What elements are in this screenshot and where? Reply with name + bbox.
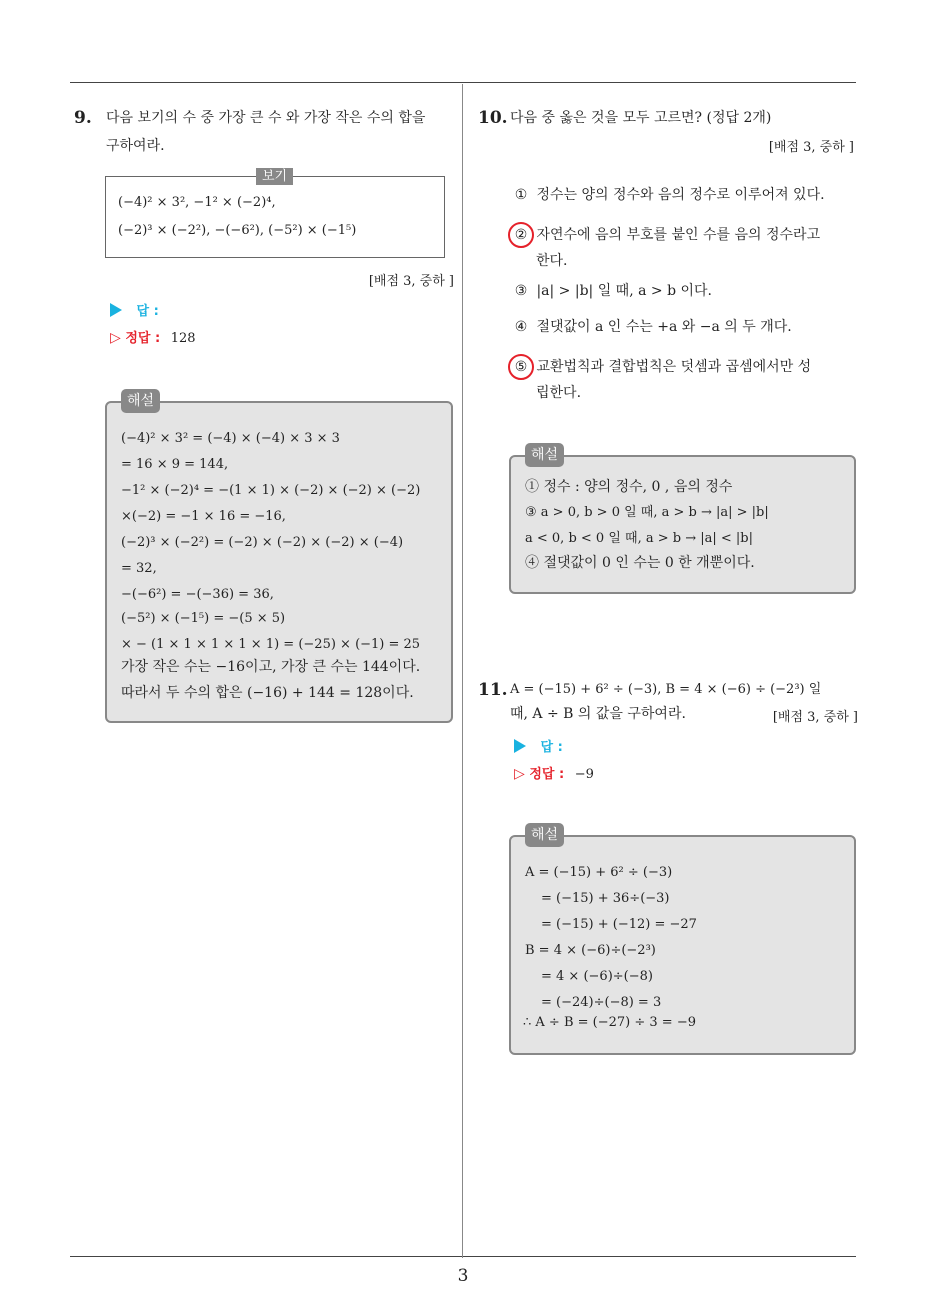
question-9-solution [105,393,453,723]
option-text: 정수는 양의 정수와 음의 정수로 이루어져 있다. [536,187,825,203]
option-text: 절댓값이 a 인 수는 +a 와 −a 의 두 개다. [536,319,792,335]
answer-label: 답 : [136,304,159,319]
example-box-title: 보기 [256,168,293,185]
answer-arrow-icon [514,739,526,753]
option-text: |a| > |b| 일 때, a > b 이다. [536,283,712,299]
question-11-number: 11. [478,680,508,700]
option-text: 자연수에 음의 부호를 붙인 수를 음의 정수라고 [536,227,821,243]
option-number: ④ [514,319,528,335]
option-3[interactable] [510,278,712,304]
solution-line: −1² × (−2)⁴ = −(1 × 1) × (−2) × (−2) × (−2) [121,483,421,498]
question-9-meta: [배점 3, 중하 ] [368,274,454,289]
option-2[interactable] [510,222,820,248]
question-11-solution [509,827,856,1055]
solution-line: A = (−15) + 6² ÷ (−3) [525,865,673,880]
solution-line: 따라서 두 수의 합은 (−16) + 144 = 128이다. [121,685,414,701]
solution-line: ×(−2) = −1 × 16 = −16, [121,509,286,524]
solution-line: (−2)³ × (−2²) = (−2) × (−2) × (−2) × (−4) [121,535,404,550]
correct-value: 128 [170,331,196,346]
question-11-text-line2: 때, A ÷ B 의 값을 구하여라. [510,706,686,722]
solution-line: = 4 × (−6)÷(−8) [541,969,653,984]
example-line-2: (−2)³ × (−2²), −(−6²), (−5²) × (−1⁵) [118,223,357,238]
answer-arrow-icon [110,303,122,317]
solution-line: = (−15) + (−12) = −27 [541,917,697,932]
solution-line: = 32, [121,561,157,576]
solution-line: (−5²) × (−1⁵) = −(5 × 5) [121,611,286,626]
hollow-arrow-icon: ▷ [110,330,121,346]
question-11-correct [514,763,594,782]
solution-line: ④ 절댓값이 0 인 수는 0 한 개뿐이다. [525,555,755,571]
option-5[interactable] [510,354,811,380]
solution-line: ③ a > 0, b > 0 일 때, a > b → |a| > |b| [525,505,769,520]
solution-title: 해설 [525,823,564,847]
example-box [105,169,445,258]
solution-line: = (−24)÷(−8) = 3 [541,995,662,1010]
question-9-text-line1: 다음 보기의 수 중 가장 큰 수 와 가장 작은 수의 합을 [106,110,426,126]
solution-line: ∴ A ÷ B = (−27) ÷ 3 = −9 [523,1015,696,1030]
option-2-continued: 한다. [536,253,568,269]
example-line-1: (−4)² × 3², −1² × (−2)⁴, [118,195,276,210]
top-rule [70,82,856,83]
correct-value: −9 [574,767,594,782]
question-9-correct [110,327,196,346]
solution-title: 해설 [121,389,160,413]
question-10-text: 다음 중 옳은 것을 모두 고르면? (정답 2개) [510,110,772,126]
solution-line: −(−6²) = −(−36) = 36, [121,587,274,602]
question-10-number: 10. [478,108,508,128]
bottom-rule [70,1256,856,1257]
option-number: ② [514,227,528,243]
question-9-number: 9. [74,108,92,128]
solution-title: 해설 [525,443,564,467]
question-10-solution [509,447,856,594]
correct-label: 정답 : [529,767,565,782]
answer-label: 답 : [540,740,563,755]
option-5-continued: 립한다. [536,385,582,401]
question-10-meta: [배점 3, 중하 ] [768,140,854,155]
solution-line: ① 정수 : 양의 정수, 0 , 음의 정수 [525,479,733,495]
option-1[interactable] [510,182,825,208]
column-divider [462,84,463,1258]
question-11-meta: [배점 3, 중하 ] [772,710,858,725]
solution-line: = (−15) + 36÷(−3) [541,891,670,906]
solution-line: 가장 작은 수는 −16이고, 가장 큰 수는 144이다. [121,659,421,675]
solution-line: = 16 × 9 = 144, [121,457,229,472]
solution-line: B = 4 × (−6)÷(−2³) [525,943,656,958]
solution-line: × − (1 × 1 × 1 × 1 × 1) = (−25) × (−1) = 25 [121,637,421,652]
option-number: ⑤ [514,359,528,375]
option-number: ① [514,187,528,203]
correct-label: 정답 : [125,331,161,346]
question-9-text-line2: 구하여라. [106,138,165,154]
option-text: 교환법칙과 결합법칙은 덧셈과 곱셈에서만 성 [536,359,812,375]
option-number: ③ [514,283,528,299]
question-11-text-line1: A = (−15) + 6² ÷ (−3), B = 4 × (−6) ÷ (−2³) 일 [510,682,822,697]
hollow-arrow-icon: ▷ [514,766,525,782]
page-number: 3 [457,1266,469,1286]
option-4[interactable] [510,314,792,340]
solution-line: a < 0, b < 0 일 때, a > b → |a| < |b| [525,531,753,546]
question-11-answer [514,736,563,755]
question-9-answer [110,300,159,319]
solution-line: (−4)² × 3² = (−4) × (−4) × 3 × 3 [121,431,340,446]
